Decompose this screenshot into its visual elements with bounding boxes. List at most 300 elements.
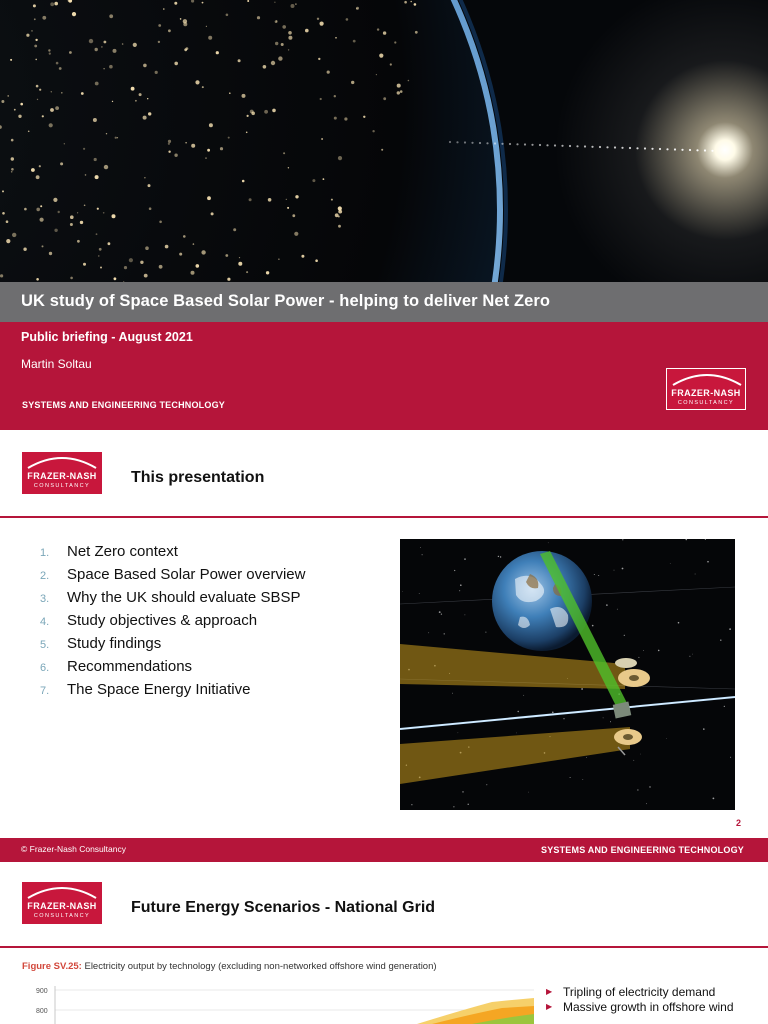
beam-dot bbox=[704, 149, 706, 151]
beam-dot bbox=[486, 142, 488, 144]
star bbox=[402, 591, 403, 592]
star bbox=[692, 654, 693, 655]
city-light bbox=[238, 59, 241, 62]
city-light bbox=[207, 149, 210, 152]
city-light bbox=[301, 255, 304, 258]
city-light bbox=[139, 93, 142, 96]
key-point bbox=[546, 984, 734, 999]
city-light bbox=[55, 106, 59, 110]
city-light bbox=[320, 98, 322, 100]
agenda-number: 6. bbox=[40, 662, 50, 674]
city-light bbox=[36, 208, 40, 212]
city-light bbox=[72, 12, 76, 16]
city-light bbox=[276, 20, 277, 21]
star bbox=[454, 570, 455, 571]
city-light bbox=[225, 254, 228, 257]
city-light bbox=[239, 257, 240, 258]
city-light bbox=[274, 2, 275, 3]
star bbox=[707, 561, 709, 563]
city-light bbox=[216, 51, 219, 54]
star bbox=[633, 760, 634, 761]
city-light bbox=[14, 109, 16, 111]
city-light bbox=[89, 39, 93, 43]
beam-dot bbox=[711, 150, 713, 152]
city-light bbox=[288, 49, 289, 50]
star bbox=[638, 657, 639, 658]
city-light bbox=[414, 3, 417, 6]
key-point-text: Massive growth in offshore wind bbox=[563, 999, 734, 1014]
city-light bbox=[338, 216, 340, 218]
city-light bbox=[207, 196, 211, 200]
city-light bbox=[381, 149, 383, 151]
city-light bbox=[410, 1, 412, 3]
star bbox=[622, 539, 623, 540]
city-light bbox=[42, 16, 46, 20]
star bbox=[610, 721, 611, 722]
city-light bbox=[58, 211, 60, 213]
city-light bbox=[209, 123, 213, 127]
star bbox=[720, 640, 721, 641]
beam-dot bbox=[629, 147, 631, 149]
beam-dot bbox=[659, 148, 661, 150]
city-light bbox=[331, 199, 333, 201]
city-light bbox=[159, 265, 163, 269]
city-light bbox=[183, 235, 186, 238]
figure-caption bbox=[22, 961, 437, 972]
city-light bbox=[286, 199, 287, 200]
city-light bbox=[143, 116, 147, 120]
city-light bbox=[229, 92, 231, 94]
slide-title: Future Energy Scenarios - National Grid bbox=[131, 899, 436, 916]
city-light bbox=[11, 157, 14, 160]
city-light bbox=[2, 190, 4, 192]
city-light bbox=[158, 41, 160, 43]
city-light bbox=[77, 212, 78, 213]
star bbox=[464, 558, 466, 560]
city-light bbox=[208, 36, 212, 40]
star bbox=[705, 539, 706, 540]
beam-dot bbox=[621, 147, 623, 149]
city-light bbox=[83, 263, 86, 266]
city-light bbox=[104, 165, 108, 169]
city-light bbox=[242, 94, 246, 98]
city-light bbox=[281, 43, 284, 46]
city-light bbox=[163, 8, 165, 10]
agenda-item bbox=[40, 658, 305, 681]
agenda-number: 3. bbox=[40, 593, 50, 605]
city-light bbox=[2, 212, 5, 215]
frazer-nash-logo-icon bbox=[22, 882, 102, 924]
city-light bbox=[295, 3, 297, 5]
y-tick-label: 900 bbox=[36, 988, 48, 995]
beam-dot bbox=[569, 145, 571, 147]
city-light bbox=[12, 233, 16, 237]
city-light bbox=[124, 266, 127, 269]
city-light bbox=[383, 97, 386, 100]
city-light bbox=[404, 1, 407, 4]
city-light bbox=[155, 71, 158, 74]
city-light bbox=[397, 84, 401, 88]
city-light bbox=[334, 117, 337, 120]
city-light bbox=[20, 103, 23, 106]
city-light bbox=[168, 140, 171, 143]
city-light bbox=[69, 51, 72, 54]
star bbox=[670, 563, 671, 564]
beam-dot bbox=[666, 148, 668, 150]
city-light bbox=[278, 258, 280, 260]
city-light bbox=[51, 91, 52, 92]
city-light bbox=[36, 175, 40, 179]
city-light bbox=[257, 16, 260, 19]
beam-dot bbox=[456, 141, 458, 143]
city-light bbox=[103, 212, 105, 214]
city-light bbox=[31, 30, 33, 32]
star bbox=[498, 556, 499, 557]
star bbox=[419, 593, 420, 594]
logo-subtitle: CONSULTANCY bbox=[33, 913, 91, 919]
city-light bbox=[59, 67, 62, 70]
city-light bbox=[394, 41, 396, 43]
city-light bbox=[61, 92, 63, 94]
city-light bbox=[372, 130, 374, 132]
agenda-text: Recommendations bbox=[67, 658, 193, 675]
city-light bbox=[129, 258, 133, 262]
city-light bbox=[135, 100, 137, 102]
city-light bbox=[238, 262, 242, 266]
agenda-list bbox=[40, 543, 305, 704]
city-light bbox=[95, 175, 99, 179]
city-light bbox=[247, 0, 249, 2]
footer-tagline: SYSTEMS AND ENGINEERING TECHNOLOGY bbox=[541, 845, 744, 855]
star bbox=[594, 574, 595, 575]
star bbox=[528, 792, 529, 793]
beam-dot bbox=[546, 144, 548, 146]
city-light bbox=[106, 133, 107, 134]
city-light bbox=[266, 271, 269, 274]
agenda-item bbox=[40, 635, 305, 658]
star bbox=[624, 635, 625, 636]
star bbox=[617, 609, 618, 610]
city-light bbox=[271, 61, 275, 65]
briefing-subtitle: Public briefing - August 2021 bbox=[21, 330, 193, 344]
city-light bbox=[64, 143, 65, 144]
city-light bbox=[220, 147, 223, 150]
logo-subtitle: CONSULTANCY bbox=[33, 483, 91, 489]
city-light bbox=[338, 156, 342, 160]
city-light bbox=[49, 252, 52, 255]
city-light bbox=[321, 138, 323, 140]
city-light bbox=[205, 157, 207, 159]
star bbox=[614, 570, 615, 571]
city-light bbox=[191, 144, 195, 148]
key-point bbox=[546, 999, 734, 1014]
city-light bbox=[376, 74, 377, 75]
hero-earth-image bbox=[0, 0, 768, 282]
city-light bbox=[291, 4, 295, 8]
city-light bbox=[287, 207, 289, 209]
star bbox=[592, 625, 594, 627]
city-light bbox=[383, 31, 386, 34]
city-light bbox=[184, 48, 187, 51]
city-light bbox=[226, 14, 229, 17]
city-light bbox=[42, 245, 44, 247]
beam-dot bbox=[576, 145, 578, 147]
city-light bbox=[56, 62, 59, 65]
star bbox=[649, 786, 650, 787]
beam-dot bbox=[674, 148, 676, 150]
city-light bbox=[33, 4, 36, 7]
star bbox=[453, 806, 454, 807]
city-light bbox=[148, 184, 151, 187]
city-light bbox=[327, 71, 330, 74]
star bbox=[459, 590, 460, 591]
city-light bbox=[54, 229, 57, 232]
city-light bbox=[246, 271, 248, 273]
page-number: 2 bbox=[736, 818, 742, 828]
star bbox=[666, 738, 667, 739]
beam-dot bbox=[651, 148, 653, 150]
beam-dot bbox=[449, 141, 451, 143]
agenda-text: Why the UK should evaluate SBSP bbox=[67, 589, 301, 606]
city-light bbox=[50, 108, 54, 112]
city-light bbox=[288, 36, 292, 40]
star bbox=[658, 650, 660, 652]
star bbox=[713, 798, 715, 800]
city-light bbox=[148, 112, 151, 115]
star bbox=[439, 611, 441, 613]
star bbox=[622, 568, 624, 570]
title-bar bbox=[0, 282, 768, 322]
city-light bbox=[263, 65, 267, 69]
star bbox=[678, 622, 680, 624]
city-light bbox=[70, 277, 73, 280]
footer-copyright: © Frazer-Nash Consultancy bbox=[21, 844, 126, 854]
key-points-list bbox=[546, 984, 734, 1014]
city-light bbox=[117, 137, 118, 138]
city-light bbox=[278, 56, 282, 60]
star bbox=[646, 803, 647, 804]
beam-dot bbox=[599, 146, 601, 148]
beam-dot bbox=[501, 143, 503, 145]
city-light bbox=[49, 53, 51, 55]
city-light bbox=[179, 253, 182, 256]
city-light bbox=[351, 81, 354, 84]
star bbox=[460, 584, 462, 586]
agenda-number: 1. bbox=[40, 547, 50, 559]
star bbox=[603, 718, 604, 719]
city-light bbox=[50, 2, 54, 6]
city-light bbox=[100, 267, 102, 269]
city-light bbox=[242, 180, 245, 183]
figure-caption-text: Electricity output by technology (excluding non-networked offshore wind generation) bbox=[81, 961, 437, 972]
city-light bbox=[54, 2, 58, 6]
city-light bbox=[400, 90, 403, 93]
agenda-item bbox=[40, 612, 305, 635]
city-light bbox=[356, 8, 357, 9]
city-light bbox=[97, 208, 99, 210]
city-light bbox=[108, 242, 111, 245]
city-light bbox=[390, 63, 392, 65]
star bbox=[563, 718, 564, 719]
agenda-number: 5. bbox=[40, 639, 50, 651]
city-light bbox=[39, 89, 41, 91]
city-light bbox=[48, 49, 50, 51]
city-light bbox=[294, 232, 298, 236]
city-light bbox=[40, 205, 42, 207]
city-light bbox=[288, 167, 289, 168]
city-light bbox=[147, 98, 148, 99]
star bbox=[586, 757, 587, 758]
city-light bbox=[11, 139, 14, 142]
beam-dot bbox=[494, 142, 496, 144]
city-light bbox=[122, 43, 124, 45]
city-light bbox=[249, 198, 252, 201]
star bbox=[411, 804, 412, 805]
agenda-item bbox=[40, 543, 305, 566]
city-light bbox=[397, 91, 400, 94]
frazer-nash-logo-icon bbox=[666, 368, 746, 410]
city-light bbox=[24, 208, 27, 211]
agenda-number: 2. bbox=[40, 570, 50, 582]
city-light bbox=[193, 243, 195, 245]
city-light bbox=[1, 100, 4, 103]
city-light bbox=[18, 115, 21, 118]
city-light bbox=[85, 174, 87, 176]
city-light bbox=[34, 18, 36, 20]
city-light bbox=[206, 26, 207, 27]
city-light bbox=[113, 49, 117, 53]
city-light bbox=[227, 278, 230, 281]
agenda-item bbox=[40, 681, 305, 704]
star bbox=[516, 733, 517, 734]
tagline: SYSTEMS AND ENGINEERING TECHNOLOGY bbox=[22, 400, 225, 410]
presentation-title: UK study of Space Based Solar Power - helping to deliver Net Zero bbox=[21, 292, 551, 310]
city-light bbox=[282, 25, 286, 29]
city-light bbox=[174, 62, 178, 66]
star bbox=[523, 695, 524, 696]
agenda-item bbox=[40, 589, 305, 612]
sbsp-illustration bbox=[400, 539, 735, 810]
star bbox=[640, 754, 641, 755]
beam-dot bbox=[689, 149, 691, 151]
city-light bbox=[70, 215, 74, 219]
city-light bbox=[292, 214, 295, 217]
city-light bbox=[377, 28, 379, 30]
city-light bbox=[250, 110, 254, 114]
city-light bbox=[272, 109, 276, 113]
star bbox=[468, 804, 469, 805]
city-light bbox=[264, 110, 268, 114]
city-light bbox=[144, 274, 148, 278]
logo-name: FRAZER-NASH bbox=[27, 471, 97, 481]
city-light bbox=[149, 207, 152, 210]
slide-footer bbox=[0, 838, 768, 862]
city-light bbox=[131, 87, 135, 91]
agenda-number: 4. bbox=[40, 616, 50, 628]
agenda-text: Net Zero context bbox=[67, 543, 178, 560]
logo-name: FRAZER-NASH bbox=[671, 388, 741, 398]
star bbox=[637, 789, 638, 790]
bullet-arrow-icon: ▶ bbox=[546, 1002, 553, 1011]
logo-subtitle: CONSULTANCY bbox=[677, 400, 735, 406]
beam-dot bbox=[636, 147, 638, 149]
city-light bbox=[31, 168, 35, 172]
city-light bbox=[356, 7, 359, 10]
city-light bbox=[353, 40, 356, 43]
city-light bbox=[114, 277, 117, 280]
bullet-arrow-icon: ▶ bbox=[546, 987, 553, 996]
city-light bbox=[168, 29, 171, 32]
city-light bbox=[363, 116, 365, 118]
city-light bbox=[112, 214, 116, 218]
city-light bbox=[168, 151, 170, 153]
city-light bbox=[158, 24, 161, 27]
city-light bbox=[7, 95, 9, 97]
city-light bbox=[49, 123, 53, 127]
beam-dot bbox=[614, 146, 616, 148]
city-light bbox=[334, 95, 336, 97]
city-light bbox=[379, 54, 383, 58]
city-light bbox=[28, 131, 30, 133]
city-light bbox=[95, 82, 99, 86]
author-name: Martin Soltau bbox=[21, 357, 92, 371]
star bbox=[486, 784, 487, 785]
city-light bbox=[305, 29, 309, 33]
city-light bbox=[39, 165, 41, 167]
beam-dot bbox=[539, 144, 541, 146]
city-light bbox=[159, 221, 162, 224]
star bbox=[686, 539, 688, 540]
logo-name: FRAZER-NASH bbox=[27, 901, 97, 911]
star bbox=[452, 693, 453, 694]
star bbox=[695, 574, 696, 575]
city-light bbox=[202, 86, 204, 88]
city-light bbox=[318, 58, 320, 60]
star bbox=[552, 712, 554, 714]
city-light bbox=[6, 239, 10, 243]
beam-dot bbox=[509, 143, 511, 145]
city-light bbox=[211, 212, 214, 215]
city-light bbox=[346, 18, 349, 21]
beam-dot bbox=[606, 146, 608, 148]
city-light bbox=[133, 43, 137, 47]
beam-dot bbox=[644, 147, 646, 149]
city-light bbox=[415, 31, 418, 34]
city-light bbox=[0, 274, 3, 277]
star bbox=[548, 543, 549, 544]
agenda-text: Space Based Solar Power overview bbox=[67, 566, 306, 583]
star bbox=[462, 791, 463, 792]
star bbox=[570, 777, 571, 778]
agenda-item bbox=[40, 566, 305, 589]
frazer-nash-logo-icon bbox=[22, 452, 102, 494]
star bbox=[444, 633, 445, 634]
star bbox=[581, 688, 583, 690]
city-light bbox=[26, 34, 29, 37]
city-light bbox=[109, 14, 113, 18]
city-light bbox=[165, 245, 169, 249]
electricity-output-chart bbox=[22, 980, 534, 1024]
star bbox=[458, 733, 459, 734]
star bbox=[465, 615, 466, 616]
city-light bbox=[195, 80, 199, 84]
city-light bbox=[95, 48, 98, 51]
city-light bbox=[191, 271, 195, 275]
city-light bbox=[98, 255, 99, 256]
star bbox=[689, 656, 690, 657]
city-light bbox=[40, 218, 44, 222]
city-light bbox=[11, 168, 14, 171]
